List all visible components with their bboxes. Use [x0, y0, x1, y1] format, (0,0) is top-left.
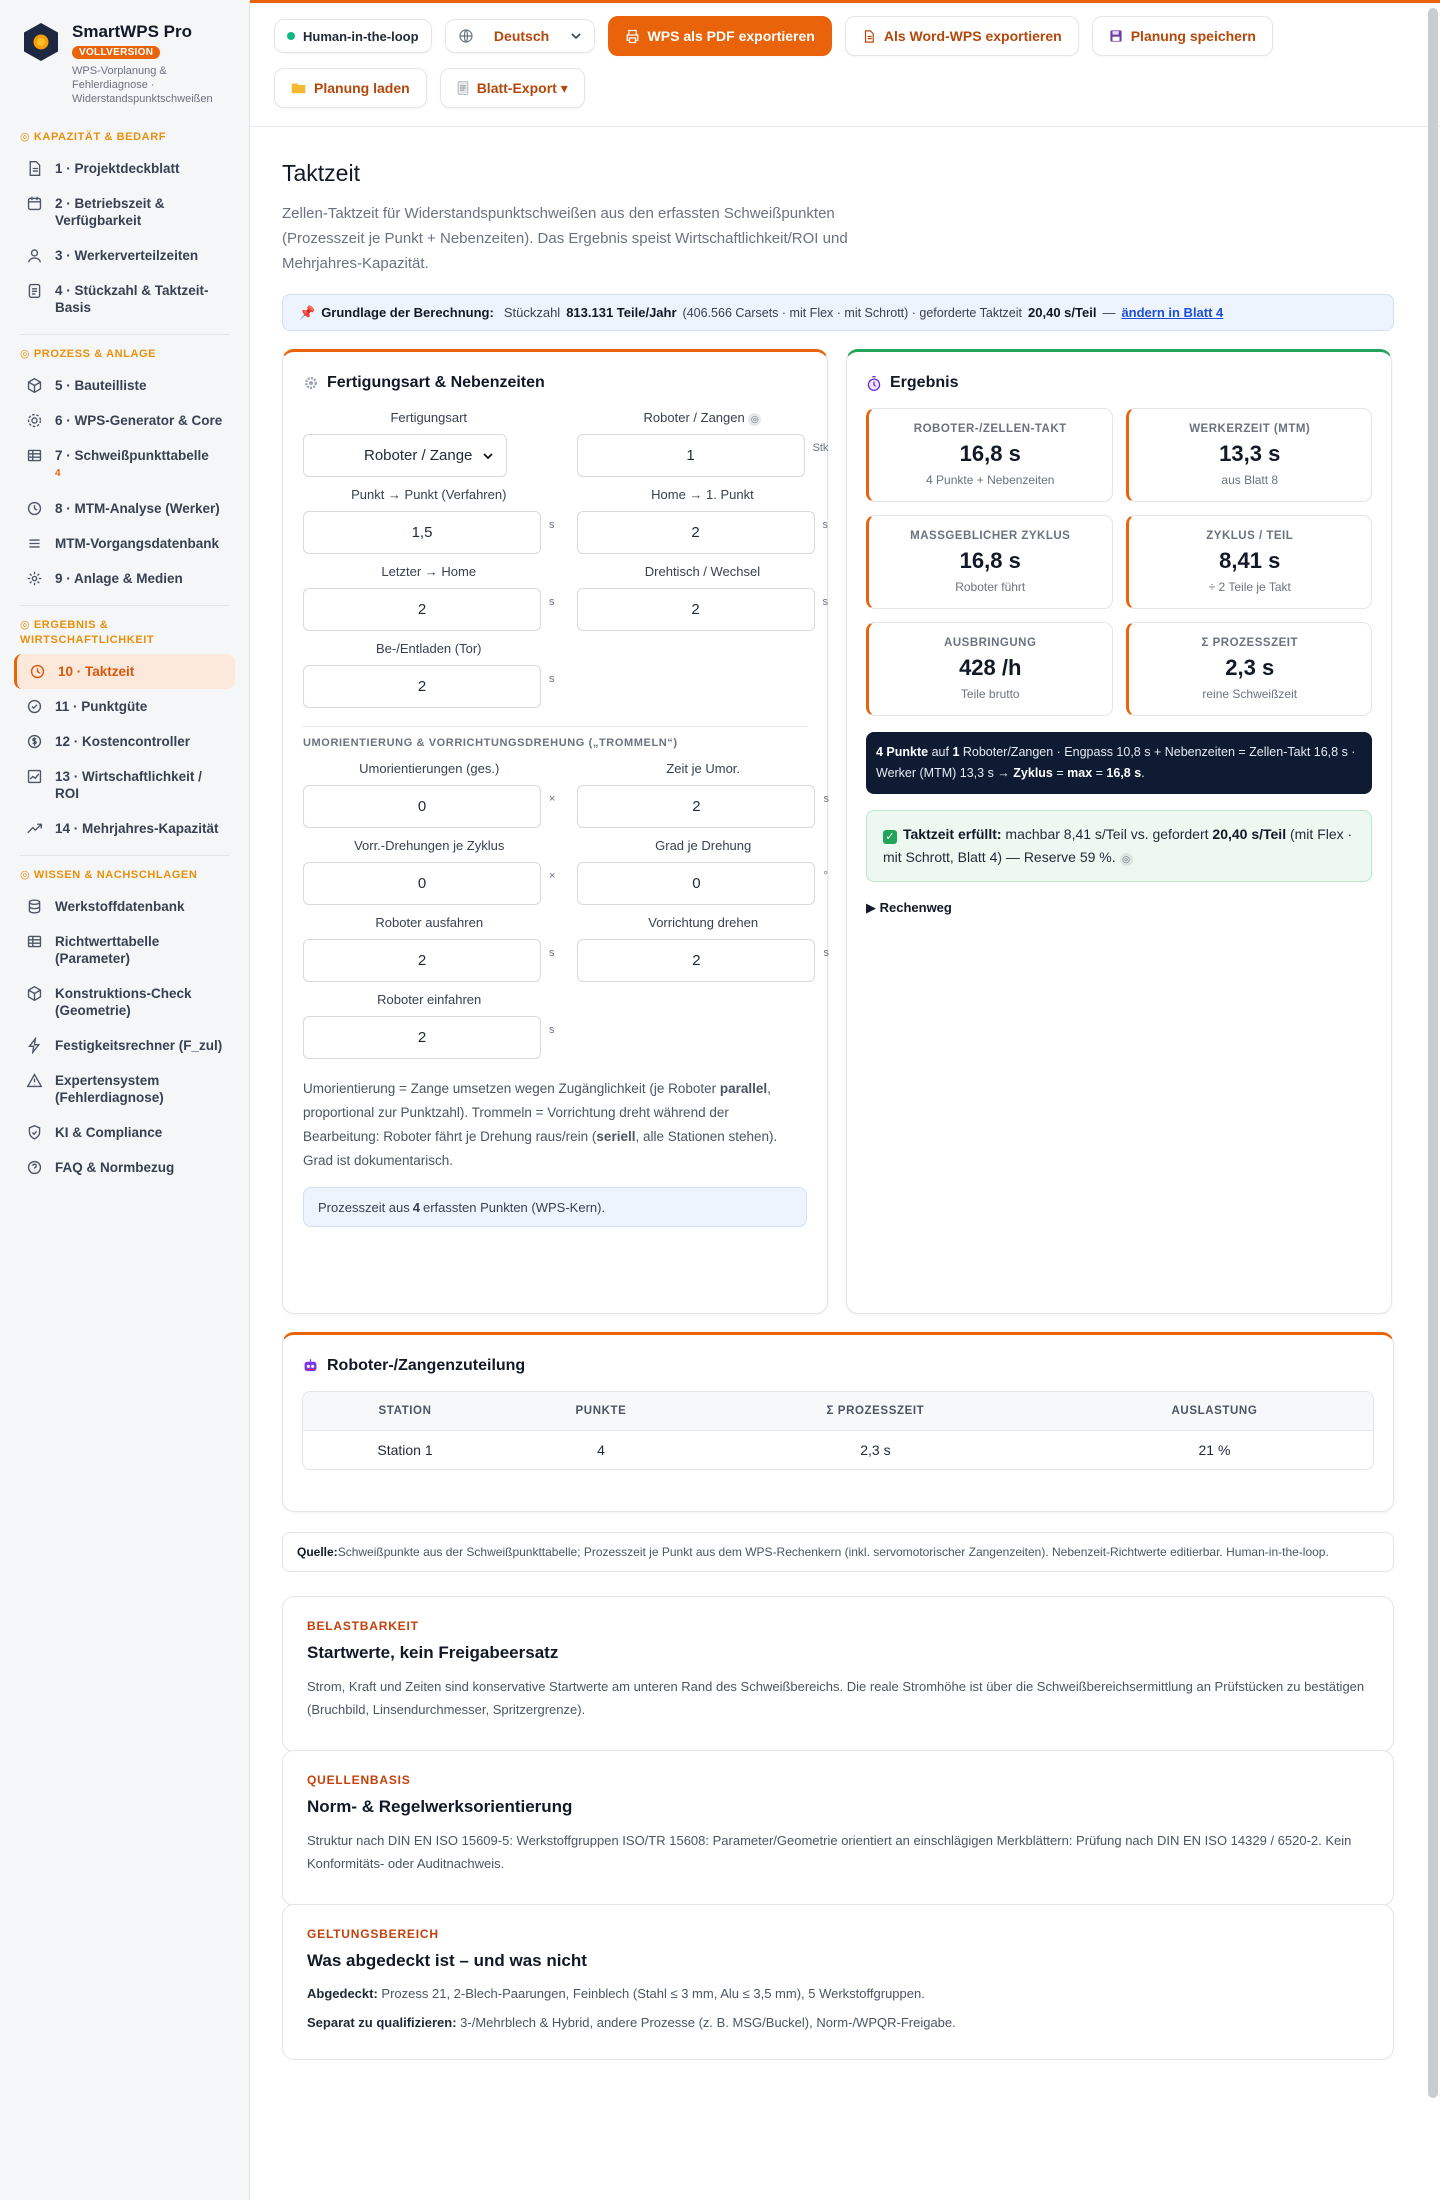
- list-icon: [26, 535, 43, 552]
- floppy-disk-icon: [1109, 29, 1123, 43]
- info-icon[interactable]: ◎: [1120, 853, 1133, 866]
- field-label: Vorr.-Drehungen je Zyklus: [354, 838, 505, 853]
- document-icon: [26, 160, 43, 177]
- field-grad-drehung: [577, 838, 829, 905]
- sidebar-item-label: 4 · Stückzahl & Taktzeit-Basis: [55, 283, 209, 315]
- info-block-quellenbasis: [282, 1750, 1394, 1906]
- settings-icon: [26, 570, 43, 587]
- field-label: Roboter einfahren: [377, 992, 482, 1007]
- sidebar-item-label: Konstruktions-Check (Geometrie): [55, 986, 192, 1018]
- gear-icon: [26, 412, 43, 429]
- change-in-sheet4-link[interactable]: ändern in Blatt 4: [1121, 305, 1224, 320]
- be-entladen-input[interactable]: 2: [303, 665, 541, 708]
- toolbar-divider: [250, 126, 1440, 127]
- unit-label: s: [549, 673, 555, 685]
- main-content: [282, 160, 1394, 2060]
- result-card: [846, 349, 1392, 1314]
- load-plan-button[interactable]: [274, 68, 427, 108]
- app-name: SmartWPS Pro: [72, 22, 192, 41]
- p2p-input[interactable]: 1,5: [303, 511, 541, 554]
- info-block-geltungsbereich: [282, 1904, 1394, 2060]
- toolbar: [274, 16, 1400, 108]
- shield-icon: [26, 1124, 43, 1141]
- stopwatch-icon: [866, 375, 882, 392]
- sidebar-item-faq[interactable]: [14, 1150, 235, 1185]
- cube-icon: [26, 377, 43, 394]
- sidebar-item-label: 11 · Punktgüte: [55, 699, 148, 714]
- sidebar-item-richtwerttabelle[interactable]: [14, 924, 235, 976]
- field-roboter-zangen: [577, 410, 829, 477]
- page-title: Taktzeit: [282, 160, 360, 186]
- process-time-info: Prozesszeit aus 4 erfassten Punkten (WPS-Kern).: [303, 1187, 807, 1227]
- sidebar-item-wps-generator[interactable]: [14, 403, 235, 438]
- block-title: Was abgedeckt ist – und was nicht: [307, 1951, 587, 1970]
- field-umorientierungen: [303, 761, 555, 828]
- block-tag: BELASTBARKEIT: [307, 1619, 419, 1633]
- table-icon: [26, 447, 43, 464]
- load-plan-label: Planung laden: [314, 80, 410, 96]
- brand: [0, 0, 249, 122]
- export-pdf-button[interactable]: [608, 16, 832, 56]
- card-title: [303, 374, 807, 392]
- lightning-icon: [26, 1037, 43, 1054]
- sidebar-item-label: Expertensystem (Fehlerdiagnose): [55, 1073, 164, 1105]
- check-circle-icon: [26, 698, 43, 715]
- field-label: Umorientierungen (ges.): [359, 761, 500, 776]
- fertigungsart-select[interactable]: [303, 434, 507, 477]
- sidebar-item-label: KI & Compliance: [55, 1125, 163, 1140]
- sidebar-item-label: 14 · Mehrjahres-Kapazität: [55, 821, 219, 836]
- field-label: Drehtisch / Wechsel: [644, 564, 761, 579]
- trend-up-icon: [26, 820, 43, 837]
- basis-text: Stückzahl: [503, 305, 561, 320]
- warning-icon: [26, 1072, 43, 1089]
- roboter-einfahren-input[interactable]: 2: [303, 1016, 541, 1059]
- unit-label: s: [822, 519, 828, 531]
- sidebar-item-label: 2 · Betriebszeit & Verfügbarkeit: [55, 196, 165, 228]
- basis-quantity: 813.131 Teile/Jahr: [566, 305, 677, 320]
- points-cell: 4: [507, 1430, 695, 1469]
- sidebar-item-wirtschaftlichkeit[interactable]: [14, 759, 235, 811]
- language-select[interactable]: [445, 19, 595, 53]
- sidebar-section-title: ◎ KAPAZITÄT & BEDARF: [20, 131, 167, 143]
- sheet-export-label: Blatt-Export ▾: [476, 79, 568, 96]
- gear-icon: [303, 375, 319, 391]
- unit-label: s: [823, 793, 829, 805]
- unit-label: s: [549, 1024, 555, 1036]
- chevron-down-icon: [570, 30, 582, 42]
- document-icon: [862, 29, 876, 44]
- kpi-werkerzeit: WERKERZEIT (MTM) 13,3 s aus Blatt 8: [1126, 408, 1373, 502]
- database-icon: [26, 898, 43, 915]
- help-icon: [26, 1159, 43, 1176]
- kpi-prozesszeit: Σ PROZESSZEIT 2,3 s reine Schweißzeit: [1126, 622, 1373, 716]
- sidebar-item-label: 13 · Wirtschaftlichkeit / ROI: [55, 769, 202, 801]
- table-icon: [26, 933, 43, 950]
- field-label: Roboter / Zangen ◎: [577, 410, 829, 426]
- column-header: AUSLASTUNG: [1056, 1392, 1373, 1430]
- source-note: [282, 1532, 1394, 1572]
- field-be-entladen: [303, 641, 555, 708]
- select-value: Roboter / Zange: [364, 447, 473, 464]
- field-vorrichtung-drehen: [577, 915, 829, 982]
- basis-text: (406.566 Carsets · mit Flex · mit Schrott) · geforderte Taktzeit: [682, 305, 1023, 320]
- source-text: Schweißpunkte aus der Schweißpunkttabelle; Prozesszeit je Punkt aus dem WPS-Rechenkern (inkl. servomotorischer Zangenzeiten). Nebenzeit-Richtwerte editierbar. Human-in-the-loop.: [337, 1545, 1329, 1559]
- printer-icon: [625, 29, 640, 44]
- field-roboter-ausfahren: [303, 915, 555, 982]
- clock-icon: [29, 663, 46, 680]
- sidebar-item-label: MTM-Vorgangsdatenbank: [55, 536, 220, 551]
- sidebar: [0, 0, 250, 2200]
- field-label: Roboter ausfahren: [375, 915, 484, 930]
- app-subtitle: WPS-Vorplanung & Fehlerdiagnose · Widerstandspunktschweißen: [72, 65, 213, 105]
- kpi-massgeblicher-zyklus: MASSGEBLICHER ZYKLUS 16,8 s Roboter führt: [866, 515, 1113, 609]
- sidebar-item-ki-compliance[interactable]: [14, 1115, 235, 1150]
- process-time-cell: 2,3 s: [695, 1430, 1056, 1469]
- basis-label: Grundlage der Berechnung:: [321, 305, 494, 320]
- sidebar-item-konstruktions-check[interactable]: [14, 976, 235, 1028]
- unit-label: s: [823, 947, 829, 959]
- block-text: Strom, Kraft und Zeiten sind konservative Startwerte am unteren Rand des Schweißbereichs. Die reale Stromhöhe ist über die Schweißbereichsermittlung an Prüfstücken zu bestätigen (Bruchbild, Linsendurchmesser, Spritzergrenze).: [307, 1679, 1365, 1717]
- count-badge: 4: [55, 468, 61, 479]
- sheet-export-button[interactable]: [440, 68, 585, 108]
- takt-fulfilled-message: ✓ Taktzeit erfüllt: machbar 8,41 s/Teil vs. gefordert 20,40 s/Teil (mit Flex · mit Schrott, Blatt 4) — Reserve 59 %. ◎: [866, 810, 1372, 882]
- sidebar-item-label: 3 · Werkerverteilzeiten: [55, 248, 199, 263]
- sidebar-item-anlage-medien[interactable]: [14, 561, 235, 596]
- sidebar-item-werkstoffdatenbank[interactable]: [14, 889, 235, 924]
- cycle-summary: 4 Punkte auf 1 Roboter/Zangen · Engpass 10,8 s + Nebenzeiten = Zellen-Takt 16,8 s · Werker (MTM) 13,3 s → Zyklus = max = 16,8 s.: [866, 732, 1372, 794]
- kpi-grid: [866, 408, 1372, 716]
- field-last-home: [303, 564, 555, 631]
- card-title: [302, 1357, 1374, 1375]
- status-label: Human-in-the-loop: [303, 28, 419, 44]
- source-label: Quelle:: [297, 1545, 338, 1559]
- block-title: Norm- & Regelwerksorientierung: [307, 1797, 573, 1816]
- card-title-label: Fertigungsart & Nebenzeiten: [327, 374, 545, 391]
- kpi-ausbringung: AUSBRINGUNG 428 /h Teile brutto: [866, 622, 1113, 716]
- sidebar-item-label: Festigkeitsrechner (F_zul): [55, 1038, 223, 1053]
- chart-icon: [26, 768, 43, 785]
- kpi-zyklus-teil: ZYKLUS / TEIL 8,41 s ÷ 2 Teile je Takt: [1126, 515, 1373, 609]
- save-plan-button[interactable]: [1092, 16, 1273, 56]
- block-text: Struktur nach DIN EN ISO 15609-5: Werkstoffgruppen ISO/TR 15608: Parameter/Geometrie orientiert an einschlägigen Merkblättern: Prüfung nach DIN EN ISO 14329 / 6520-2. Kein Konformitäts- oder Auditnachweis.: [307, 1833, 1352, 1871]
- card-title-label: Ergebnis: [890, 374, 959, 391]
- check-icon: ✓: [883, 830, 897, 844]
- unit-label: s: [549, 947, 555, 959]
- vertical-scrollbar[interactable]: [1428, 8, 1438, 2098]
- sidebar-divider: [20, 334, 229, 335]
- sidebar-item-label: Richtwerttabelle (Parameter): [55, 934, 160, 966]
- sidebar-item-festigkeitsrechner[interactable]: [14, 1028, 235, 1063]
- sidebar-divider: [20, 605, 229, 606]
- sidebar-item-taktzeit[interactable]: [14, 654, 235, 689]
- sidebar-section-title: ◎ PROZESS & ANLAGE: [20, 348, 157, 360]
- sidebar-item-mtm-datenbank[interactable]: [14, 526, 235, 561]
- dollar-icon: [26, 733, 43, 750]
- unit-label: s: [549, 519, 555, 531]
- field-vorr-drehungen: [303, 838, 555, 905]
- section-subheading: UMORIENTIERUNG & VORRICHTUNGSDREHUNG („TROMMELN“): [303, 726, 807, 749]
- export-word-label: Als Word-WPS exportieren: [883, 28, 1062, 44]
- field-label: Be-/Entladen (Tor): [376, 641, 482, 656]
- sidebar-item-label: Werkstoffdatenbank: [55, 899, 185, 914]
- sidebar-item-label: 1 · Projektdeckblatt: [55, 161, 180, 176]
- save-plan-label: Planung speichern: [1130, 28, 1256, 44]
- home-first-input[interactable]: 2: [577, 511, 815, 554]
- sidebar-item-mehrjahres-kapazitaet[interactable]: [14, 811, 235, 846]
- language-label: Deutsch: [493, 28, 550, 44]
- vorrichtung-drehen-input[interactable]: 2: [577, 939, 815, 982]
- field-zeit-umor: [577, 761, 829, 828]
- field-label: Punkt → Punkt (Verfahren): [351, 487, 507, 502]
- chevron-down-icon: [482, 450, 494, 462]
- folder-icon: [291, 81, 306, 95]
- unit-label: Stk: [812, 442, 829, 454]
- station-cell: Station 1: [303, 1430, 507, 1469]
- zeit-umor-input[interactable]: 2: [577, 785, 815, 828]
- umorientierungen-input[interactable]: 0: [303, 785, 541, 828]
- utilization-cell: 21 %: [1056, 1430, 1373, 1469]
- field-label: Grad je Drehung: [655, 838, 752, 853]
- basis-separator: —: [1102, 305, 1116, 320]
- export-pdf-label: WPS als PDF exportieren: [647, 28, 815, 44]
- sidebar-section-title: ◎ WISSEN & NACHSCHLAGEN: [20, 869, 198, 881]
- version-badge: VOLLVERSION: [72, 46, 160, 59]
- app-logo-icon: [22, 22, 60, 62]
- info-icon[interactable]: ◎: [748, 413, 761, 426]
- sidebar-item-bauteilliste[interactable]: [14, 368, 235, 403]
- sidebar-item-label: 8 · MTM-Analyse (Werker): [55, 501, 220, 516]
- field-drehtisch: [577, 564, 829, 631]
- field-label: Vorrichtung drehen: [648, 915, 759, 930]
- pin-icon: 📌: [299, 304, 316, 320]
- calculation-basis-banner: [282, 294, 1394, 331]
- unit-label: s: [549, 596, 555, 608]
- calendar-icon: [26, 195, 43, 212]
- column-header: Σ PROZESSZEIT: [695, 1392, 1056, 1430]
- page-lead: Zellen-Taktzeit für Widerstandspunktschweißen aus den erfassten Schweißpunkten (Prozesszeit je Punkt + Nebenzeiten). Das Ergebnis speist Wirtschaftlichkeit/ROI und Mehrjahres-Kapazität.: [282, 205, 848, 272]
- sidebar-item-expertensystem[interactable]: [14, 1063, 235, 1115]
- card-title-label: Roboter-/Zangenzuteilung: [327, 1357, 526, 1374]
- info-block-belastbarkeit: [282, 1596, 1394, 1752]
- block-title: Startwerte, kein Freigabeersatz: [307, 1643, 559, 1662]
- sidebar-item-label: 7 · Schweißpunkttabelle: [55, 448, 209, 463]
- block-tag: QUELLENBASIS: [307, 1773, 411, 1787]
- allocation-card: [282, 1332, 1394, 1512]
- status-chip: [274, 19, 432, 53]
- grad-drehung-input[interactable]: 0: [577, 862, 815, 905]
- field-label: Letzter → Home: [381, 564, 477, 579]
- unit-label: s: [822, 596, 828, 608]
- unit-label: ×: [549, 793, 556, 805]
- basis-takt: 20,40 s/Teil: [1028, 305, 1097, 320]
- block-tag: GELTUNGSBEREICH: [307, 1927, 439, 1941]
- field-roboter-einfahren: [303, 992, 555, 1059]
- block-text: Abgedeckt: Prozess 21, 2-Blech-Paarungen, Feinblech (Stahl ≤ 3 mm, Alu ≤ 3,5 mm), 5 Werkstoffgruppen. Separat zu qualifizieren: 3-/Mehrblech & Hybrid, andere Prozesse (z. B. MSG/Buckel), Norm-/WPQR-Freigabe.: [307, 1986, 956, 2030]
- field-fertigungsart: [303, 410, 555, 477]
- rechenweg-toggle[interactable]: ▶ Rechenweg: [866, 900, 952, 915]
- allocation-table: [302, 1391, 1374, 1470]
- sidebar-item-punktguete[interactable]: [14, 689, 235, 724]
- page-icon: [457, 81, 469, 95]
- table-header-row: [303, 1392, 1373, 1430]
- sidebar-item-label: FAQ & Normbezug: [55, 1160, 175, 1175]
- sidebar-item-betriebszeit[interactable]: [14, 186, 235, 238]
- sidebar-item-label: 5 · Bauteilliste: [55, 378, 147, 393]
- drehtisch-input[interactable]: 2: [577, 588, 815, 631]
- sidebar-item-projektdeckblatt[interactable]: [14, 151, 235, 186]
- field-label: Zeit je Umor.: [666, 761, 741, 776]
- robot-icon: [302, 1358, 319, 1374]
- unit-label: °: [823, 870, 828, 882]
- cube-icon: [26, 985, 43, 1002]
- table-row: [303, 1430, 1373, 1469]
- sidebar-section-title: ◎ ERGEBNIS & WIRTSCHAFTLICHKEIT: [20, 619, 155, 646]
- sidebar-item-label: 10 · Taktzeit: [58, 664, 135, 679]
- field-label: Fertigungsart: [390, 410, 468, 425]
- clock-icon: [26, 500, 43, 517]
- column-header: PUNKTE: [507, 1392, 695, 1430]
- field-p2p: [303, 487, 555, 554]
- clipboard-icon: [26, 282, 43, 299]
- sidebar-item-stueckzahl[interactable]: [14, 273, 235, 325]
- unit-label: ×: [549, 870, 556, 882]
- sidebar-item-kostencontroller[interactable]: [14, 724, 235, 759]
- roboter-count-input[interactable]: 1: [577, 434, 805, 477]
- roboter-ausfahren-input[interactable]: 2: [303, 939, 541, 982]
- export-word-button[interactable]: [845, 16, 1079, 56]
- sidebar-item-werkerverteilzeiten[interactable]: [14, 238, 235, 273]
- kpi-roboter-takt: ROBOTER-/ZELLEN-TAKT 16,8 s 4 Punkte + Nebenzeiten: [866, 408, 1113, 502]
- column-header: STATION: [303, 1392, 507, 1430]
- explanation-note: Umorientierung = Zange umsetzen wegen Zugänglichkeit (je Roboter parallel, proportional zur Punktzahl). Trommeln = Vorrichtung dreht während der Bearbeitung: Roboter fährt je Drehung raus/rein (seriell, alle Stationen stehen). Grad ist dokumentarisch.: [303, 1081, 778, 1168]
- sidebar-item-mtm-analyse[interactable]: [14, 491, 235, 526]
- user-icon: [26, 247, 43, 264]
- last-home-input[interactable]: 2: [303, 588, 541, 631]
- sidebar-item-schweisspunkttabelle[interactable]: [14, 438, 235, 491]
- status-dot-icon: [287, 32, 295, 40]
- field-home-first: [577, 487, 829, 554]
- card-title: [866, 374, 1372, 392]
- sidebar-item-label: 12 · Kostencontroller: [55, 734, 191, 749]
- globe-icon: [458, 28, 474, 44]
- vorr-drehungen-input[interactable]: 0: [303, 862, 541, 905]
- sidebar-item-label: 6 · WPS-Generator & Core: [55, 413, 223, 428]
- sidebar-divider: [20, 855, 229, 856]
- sidebar-item-label: 9 · Anlage & Medien: [55, 571, 183, 586]
- field-label: Home → 1. Punkt: [651, 487, 754, 502]
- production-type-card: [282, 349, 828, 1314]
